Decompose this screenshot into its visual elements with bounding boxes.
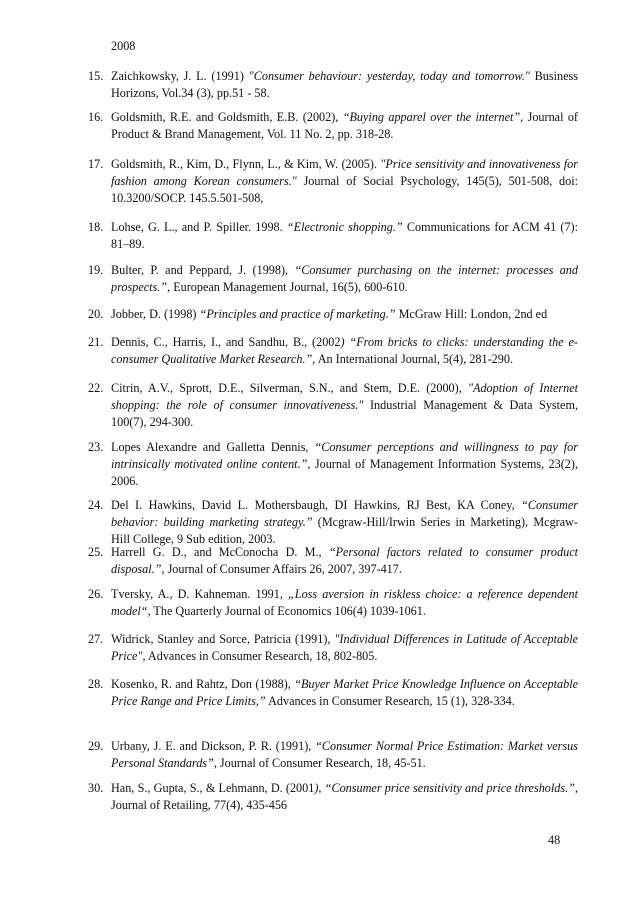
reference-item xyxy=(88,544,578,578)
reference-number: 29. xyxy=(88,739,104,753)
reference-authors: Jobber, D. (1998) xyxy=(111,307,200,321)
reference-number: 25. xyxy=(88,545,104,559)
reference-authors: Dennis, C., Harris, I., and Sandhu, B., (2002 xyxy=(111,335,341,349)
reference-title: ), “Consumer price sensitivity and price thresholds.”, xyxy=(314,781,578,795)
reference-title: "Consumer behaviour: yesterday, today and tomorrow." xyxy=(248,69,530,83)
reference-item xyxy=(88,780,578,814)
reference-item xyxy=(88,262,578,296)
reference-text xyxy=(111,306,578,323)
reference-text xyxy=(111,262,578,296)
reference-source: Industrial Management & Data System, 100(7), 294-300. xyxy=(111,398,578,429)
reference-item xyxy=(88,586,578,620)
reference-text xyxy=(111,738,578,772)
reference-title: ) “From bricks to clicks: understanding the e-consumer Qualitative Market Research.”, xyxy=(111,335,578,366)
reference-item xyxy=(88,497,578,548)
reference-number: 22. xyxy=(88,381,104,395)
reference-source: Journal of Retailing, 77(4), 435-456 xyxy=(111,798,288,812)
reference-title: "Adoption of Internet shopping: the role of consumer innovativeness." xyxy=(111,381,578,412)
reference-source: Communications for ACM 41 (7): 81–89. xyxy=(111,220,578,251)
reference-title: “Consumer purchasing on the internet: processes and prospects.”, xyxy=(111,263,578,294)
reference-number: 18. xyxy=(88,220,104,234)
reference-authors: Lopes Alexandre and Galletta Dennis, xyxy=(111,440,315,454)
reference-title: “Electronic shopping.” xyxy=(286,220,403,234)
reference-title: "Individual Differences in Latitude of Acceptable Price", xyxy=(111,632,578,663)
reference-source: Journal of Product & Brand Management, Vol. 11 No. 2, pp. 318-28. xyxy=(111,110,578,141)
reference-authors: Harrell G. D., and McConocha D. M., xyxy=(111,545,329,559)
reference-text xyxy=(111,219,578,253)
reference-item xyxy=(88,219,578,253)
reference-number: 15. xyxy=(88,69,104,83)
reference-text xyxy=(111,109,578,143)
reference-source: Journal of Management Information Systems, 23(2), 2006. xyxy=(111,457,578,488)
reference-authors: Del I. Hawkins, David L. Mothersbaugh, DI Hawkins, RJ Best, KA Coney, xyxy=(111,498,522,512)
reference-text xyxy=(111,497,578,548)
reference-item xyxy=(88,439,578,490)
reference-number: 16. xyxy=(88,110,104,124)
reference-authors: Citrin, A.V., Sprott, D.E., Silverman, S.N., and Stem, D.E. (2000), xyxy=(111,381,468,395)
reference-item xyxy=(88,380,578,431)
reference-text xyxy=(111,156,578,207)
reference-number: 30. xyxy=(88,781,104,795)
reference-source: Advances in Consumer Research, 15 (1), 328-334. xyxy=(265,694,515,708)
reference-number: 28. xyxy=(88,677,104,691)
reference-title: “Buying apparel over the internet”, xyxy=(342,110,524,124)
reference-source: Advances in Consumer Research, 18, 802-805. xyxy=(145,649,378,663)
reference-number: 20. xyxy=(88,307,104,321)
reference-authors: Goldsmith, R., Kim, D., Flynn, L., & Kim, W. (2005). xyxy=(111,157,381,171)
reference-number: 19. xyxy=(88,263,104,277)
reference-text xyxy=(111,631,578,665)
reference-authors: Zaichkowsky, J. L. (1991) xyxy=(111,69,249,83)
reference-title: “Consumer behavior: building marketing strategy.” xyxy=(111,498,578,529)
reference-source: European Management Journal, 16(5), 600-610. xyxy=(170,280,408,294)
reference-text xyxy=(111,439,578,490)
reference-authors: Goldsmith, R.E. and Goldsmith, E.B. (2002), xyxy=(111,110,343,124)
reference-title: “Personal factors related to consumer product disposal.”, xyxy=(111,545,578,576)
reference-continuation: 2008 xyxy=(111,39,136,53)
reference-title: “Consumer perceptions and willingness to pay for intrinsically motivated online content.”, xyxy=(111,440,578,471)
reference-source: Journal of Consumer Research, 18, 45-51. xyxy=(216,756,426,770)
reference-number: 27. xyxy=(88,632,104,646)
reference-text xyxy=(111,544,578,578)
reference-text xyxy=(111,380,578,431)
reference-authors: Urbany, J. E. and Dickson, P. R. (1991), xyxy=(111,739,316,753)
reference-item xyxy=(88,676,578,710)
reference-title: „Loss aversion in riskless choice: a reference dependent model“, xyxy=(111,587,578,618)
reference-item xyxy=(88,68,578,102)
reference-source: The Quarterly Journal of Economics 106(4) 1039-1061. xyxy=(150,604,426,618)
page-number: 48 xyxy=(548,833,561,847)
reference-authors: Kosenko, R. and Rahtz, Don (1988), xyxy=(111,677,295,691)
reference-source: Journal of Social Psychology, 145(5), 501-508, doi: 10.3200/SOCP. 145.5.501-508, xyxy=(111,174,578,205)
reference-authors: Lohse, G. L., and P. Spiller. 1998. xyxy=(111,220,287,234)
reference-text xyxy=(111,780,578,814)
reference-authors: Han, S., Gupta, S., & Lehmann, D. (2001 xyxy=(111,781,315,795)
reference-item xyxy=(88,306,578,323)
reference-source: An International Journal, 5(4), 281-290. xyxy=(315,352,513,366)
reference-title: “Consumer Normal Price Estimation: Market versus Personal Standards”, xyxy=(111,739,578,770)
reference-text xyxy=(111,68,578,102)
reference-text xyxy=(111,586,578,620)
reference-number: 26. xyxy=(88,587,104,601)
reference-authors: Bulter, P. and Peppard, J. (1998), xyxy=(111,263,295,277)
reference-item xyxy=(88,738,578,772)
reference-source: Journal of Consumer Affairs 26, 2007, 397-417. xyxy=(164,562,402,576)
reference-title: "Price sensitivity and innovativeness for fashion among Korean consumers." xyxy=(111,157,578,188)
reference-number: 21. xyxy=(88,335,104,349)
reference-title: “Principles and practice of marketing.” xyxy=(199,307,396,321)
reference-item xyxy=(88,156,578,207)
reference-item xyxy=(88,631,578,665)
reference-authors: Widrick, Stanley and Sorce, Patricia (1991), xyxy=(111,632,335,646)
reference-item xyxy=(88,109,578,143)
reference-authors: Tversky, A., D. Kahneman. 1991, xyxy=(111,587,289,601)
reference-number: 23. xyxy=(88,440,104,454)
reference-item xyxy=(88,334,578,368)
reference-text xyxy=(111,334,578,368)
reference-source: McGraw Hill: London, 2nd ed xyxy=(395,307,548,321)
reference-text xyxy=(111,676,578,710)
reference-number: 24. xyxy=(88,498,104,512)
reference-source: (Mcgraw-Hill/Irwin Series in Marketing), Mcgraw-Hill College, 9 Sub edition, 2003. xyxy=(111,515,578,546)
reference-number: 17. xyxy=(88,157,104,171)
reference-title: “Buyer Market Price Knowledge Influence on Acceptable Price Range and Price Limits,” xyxy=(111,677,578,708)
reference-source: Business Horizons, Vol.34 (3), pp.51 - 58. xyxy=(111,69,578,100)
